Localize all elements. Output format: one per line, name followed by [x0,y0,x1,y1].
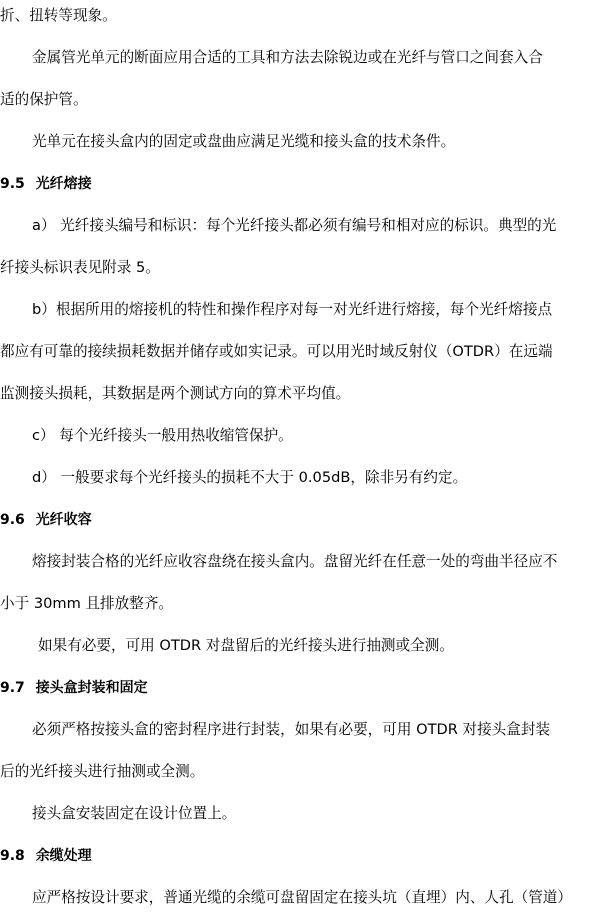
paragraph-line: 小于 30mm 且排放整齐。 [0,595,174,612]
paragraph-line: 折、扭转等现象。 [0,7,117,24]
paragraph-line: 适的保护管。 [0,91,88,108]
paragraph-line: 纤接头标识表见附录 5。 [0,259,160,276]
section-title: 光纤熔接 [35,176,92,192]
section-number: 9.5 [0,176,25,192]
paragraph-line: 必须严格按接头盒的密封程序进行封装，如果有必要，可用 OTDR 对接头盒封装 [32,721,551,738]
list-item-d: d） 一般要求每个光纤接头的损耗不大于 0.05dB，除非另有约定。 [32,469,468,486]
section-title: 光纤收容 [35,512,92,528]
section-number: 9.7 [0,680,25,696]
paragraph-line: 都应有可靠的接续损耗数据并储存或如实记录。可以用光时域反射仪（OTDR）在远端 [0,343,553,360]
section-heading-9-6 [0,507,605,533]
paragraph-line: 如果有必要，可用 OTDR 对盘留后的光纤接头进行抽测或全测。 [38,637,454,654]
section-number: 9.6 [0,512,25,528]
paragraph-line: 应严格按设计要求，普通光缆的余缆可盘留固定在接头坑（直埋）内、人孔（管道） [32,889,572,906]
paragraph-line: 监测接头损耗，其数据是两个测试方向的算术平均值。 [0,385,351,402]
paragraph-line: 光单元在接头盒内的固定或盘曲应满足光缆和接头盒的技术条件。 [32,133,456,150]
section-title: 余缆处理 [35,848,92,864]
section-title: 接头盒封装和固定 [35,680,148,696]
paragraph-line: 接头盒安装固定在设计位置上。 [32,805,237,822]
list-item-b: b）根据所用的熔接机的特性和操作程序对每一对光纤进行熔接，每个光纤熔接点 [32,301,553,318]
list-item-c: c） 每个光纤接头一般用热收缩管保护。 [32,427,293,444]
list-item-a: a） 光纤接头编号和标识：每个光纤接头都必须有编号和相对应的标识。典型的光 [32,217,557,234]
paragraph-line: 熔接封装合格的光纤应收容盘绕在接头盒内。盘留光纤在任意一处的弯曲半径应不 [32,553,558,570]
section-heading-9-7 [0,675,605,701]
section-heading-9-5 [0,171,605,197]
paragraph-line: 金属管光单元的断面应用合适的工具和方法去除锐边或在光纤与管口之间套入合 [32,49,543,66]
section-number: 9.8 [0,848,25,864]
paragraph-line: 后的光纤接头进行抽测或全测。 [0,763,205,780]
section-heading-9-8 [0,843,605,869]
